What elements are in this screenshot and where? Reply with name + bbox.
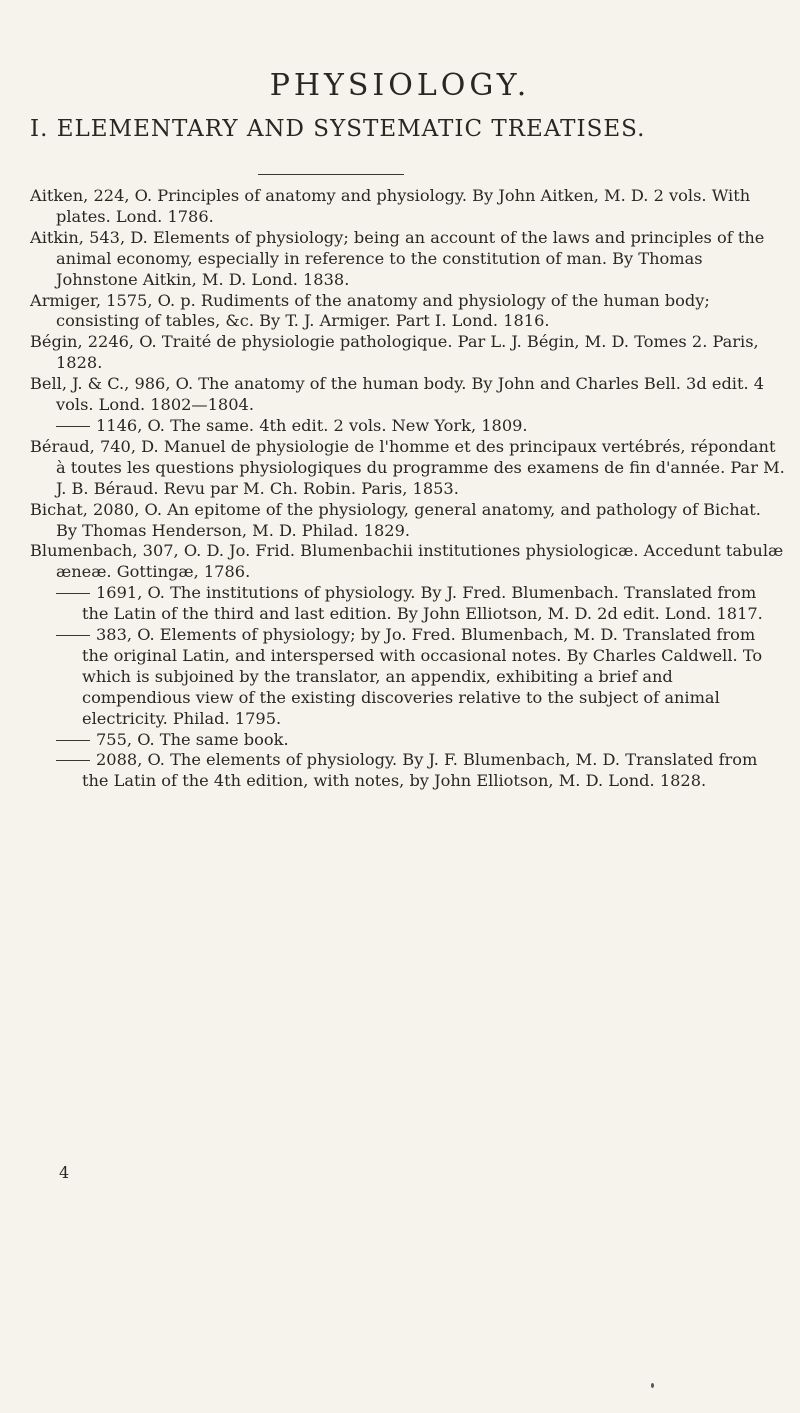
bibliography-entry [30, 374, 785, 416]
bibliography-entry [30, 437, 785, 500]
bibliography-entry [30, 730, 785, 751]
section-heading: I. ELEMENTARY AND SYSTEMATIC TREATISES. [30, 116, 646, 142]
entry-text: Bégin, 2246, O. Traité de physiologie pathologique. Par L. J. Bégin, M. D. Tomes 2. Paris, 1828. [30, 332, 759, 373]
entry-text: Bichat, 2080, O. An epitome of the physiology, general anatomy, and pathology of Bichat. By Thomas Henderson, M. D. Philad. 1829. [30, 499, 761, 540]
ditto-dash [56, 760, 90, 761]
bibliography-entry [30, 750, 785, 792]
paper-speck [651, 1383, 654, 1388]
heading-rule [258, 174, 404, 175]
bibliography-entry [30, 186, 785, 228]
entry-text: Armiger, 1575, O. p. Rudiments of the anatomy and physiology of the human body; consisting of tables, &c. By T. J. Armiger. Part I. Lond. 1816. [30, 290, 710, 331]
bibliography-entry [30, 583, 785, 625]
entry-text: Blumenbach, 307, O. D. Jo. Frid. Blumenbachii institutiones physiologicæ. Accedunt tabulæ æneæ. Gottingæ, 1786. [30, 541, 784, 582]
entry-text: 1691, O. The institutions of physiology. By J. Fred. Blumenbach. Translated from the Latin of the third and last edition. By John Elliotson, M. D. 2d edit. Lond. 1817. [82, 583, 763, 624]
bibliography-entry [30, 291, 785, 333]
bibliography-entry [30, 500, 785, 542]
entry-text: Aitkin, 543, D. Elements of physiology; being an account of the laws and principles of the animal economy, especially in reference to the constitution of man. By Thomas Johnstone Aitkin, M. D. Lond. 1838. [30, 227, 765, 289]
ditto-dash [56, 426, 90, 427]
page-number: 4 [59, 1163, 70, 1182]
bibliography-entry [30, 625, 785, 730]
entry-text: 755, O. The same book. [96, 729, 289, 749]
ditto-dash [56, 635, 90, 636]
entry-list [30, 186, 785, 792]
bibliography-entry [30, 332, 785, 374]
entry-text: 1146, O. The same. 4th edit. 2 vols. New York, 1809. [96, 415, 528, 435]
entry-text: Béraud, 740, D. Manuel de physiologie de l'homme et des principaux vertébrés, répondant à toutes les questions physiologiques du programme des examens de fin d'année. Par M. J. B. Béraud. Revu par M. Ch. Robin. Paris, 1853. [30, 436, 785, 498]
ditto-dash [56, 593, 90, 594]
page-title: PHYSIOLOGY. [269, 68, 531, 103]
entry-text: Aitken, 224, O. Principles of anatomy and physiology. By John Aitken, M. D. 2 vols. With plates. Lond. 1786. [30, 186, 751, 226]
ditto-dash [56, 740, 90, 741]
entry-text: 2088, O. The elements of physiology. By J. F. Blumenbach, M. D. Translated from the Latin of the 4th edition, with notes, by John Elliotson, M. D. Lond. 1828. [82, 750, 758, 791]
entry-text: 383, O. Elements of physiology; by Jo. Fred. Blumenbach, M. D. Translated from the original Latin, and interspersed with occasional notes. By Charles Caldwell. To which is subjoined by the translator, an appendix, exhibiting a brief and compendious view of the existing discoveries relative to the subject of animal electricity. Philad. 1795. [82, 625, 763, 728]
entry-text: Bell, J. & C., 986, O. The anatomy of the human body. By John and Charles Bell. 3d edit. 4 vols. Lond. 1802—1804. [30, 374, 765, 415]
bibliography-entry [30, 541, 785, 583]
bibliography-entry [30, 416, 785, 437]
bibliography-entry [30, 228, 785, 291]
